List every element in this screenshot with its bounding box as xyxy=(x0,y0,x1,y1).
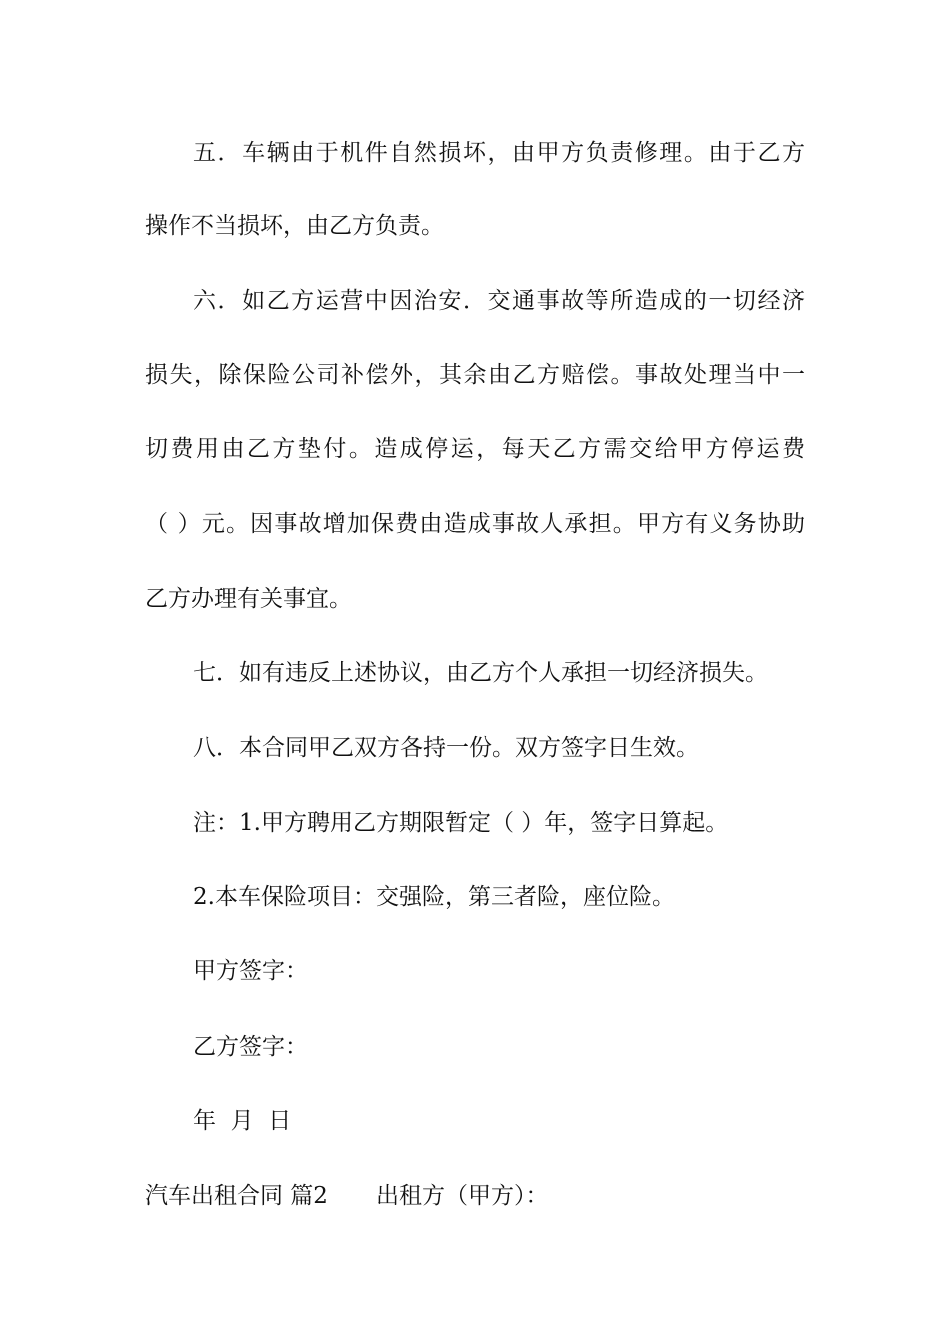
lessor-label: 出租方（甲方）： xyxy=(375,1183,549,1209)
party-a-signature-label: 甲方签字： xyxy=(193,958,308,984)
next-section-title: 汽车出租合同 篇2 xyxy=(145,1183,328,1209)
clause-8: 八．本合同甲乙双方各持一份。双方签字日生效。 xyxy=(193,735,699,761)
clause-5-line-1: 五．车辆由于机件自然损坏，由甲方负责修理。由于乙方 xyxy=(193,140,805,166)
clause-6-line-5: 乙方办理有关事宜。 xyxy=(145,586,352,612)
clause-6-line-1: 六．如乙方运营中因治安．交通事故等所造成的一切经济 xyxy=(193,288,805,314)
clause-7: 七．如有违反上述协议，由乙方个人承担一切经济损失。 xyxy=(193,660,768,686)
clause-6-line-2: 损失，除保险公司补偿外，其余由乙方赔偿。事故处理当中一 xyxy=(145,362,805,388)
note-2: 2.本车保险项目：交强险，第三者险，座位险。 xyxy=(193,884,675,910)
signature-date: 年 月 日 xyxy=(193,1108,292,1134)
next-section-heading xyxy=(145,1181,548,1211)
clause-6-line-4: （ ）元。因事故增加保费由造成事故人承担。甲方有义务协助 xyxy=(145,511,805,537)
party-b-signature-label: 乙方签字： xyxy=(193,1034,308,1060)
clause-5-line-2: 操作不当损坏，由乙方负责。 xyxy=(145,213,444,239)
clause-6-line-3: 切费用由乙方垫付。造成停运，每天乙方需交给甲方停运费 xyxy=(145,436,805,462)
note-1: 注：1.甲方聘用乙方期限暂定（ ）年，签字日算起。 xyxy=(193,810,729,836)
